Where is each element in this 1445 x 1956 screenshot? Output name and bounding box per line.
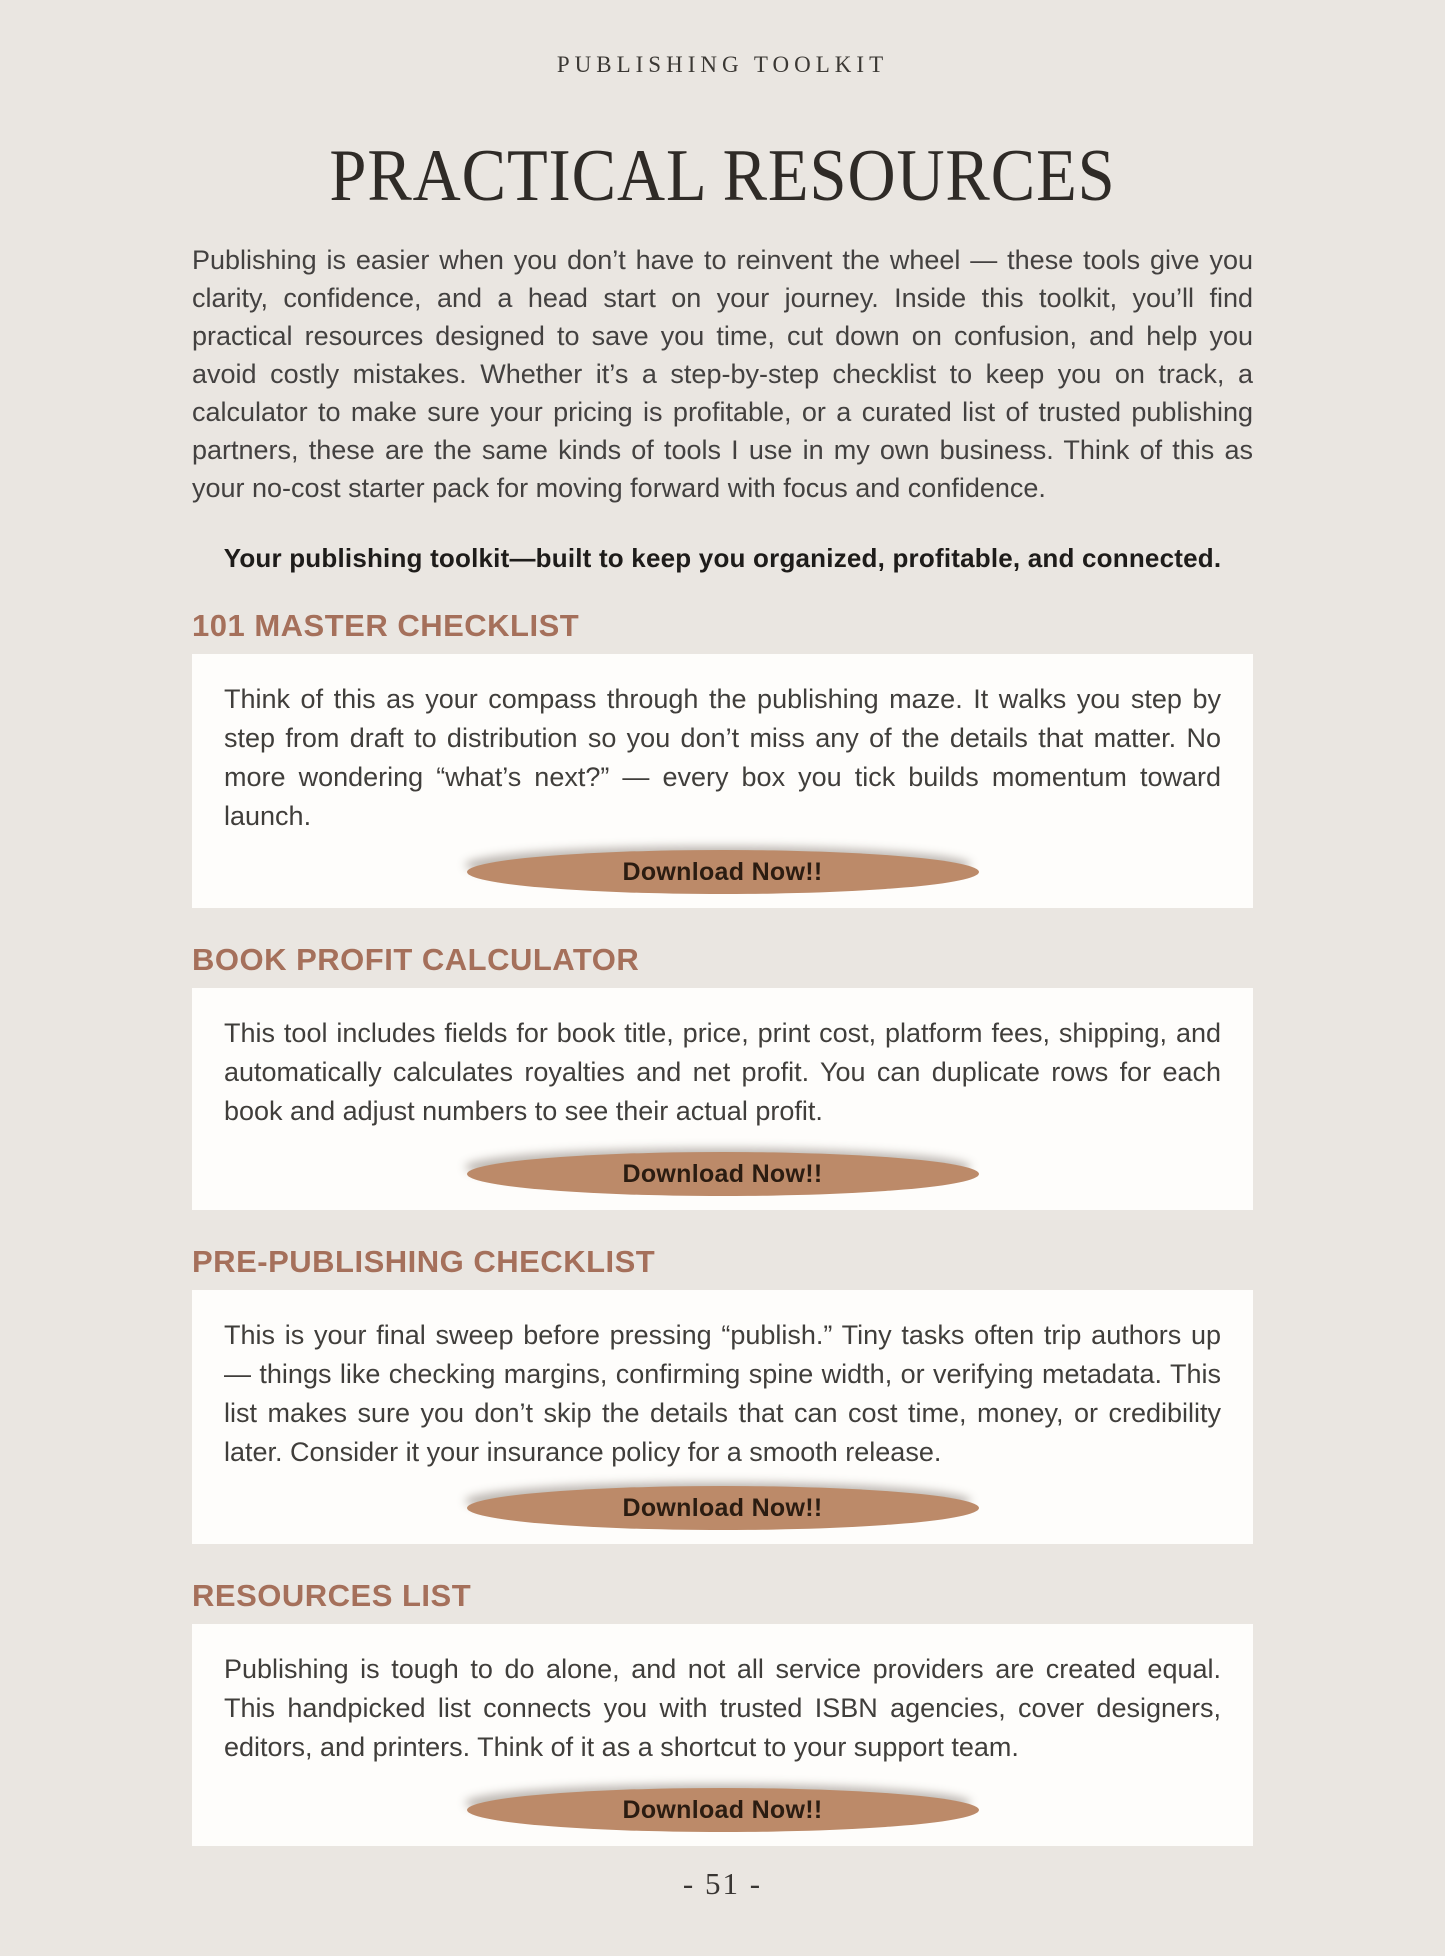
content-column bbox=[192, 241, 1253, 1846]
download-button-pre-publishing[interactable]: Download Now!! bbox=[467, 1486, 979, 1530]
page-title: PRACTICAL RESOURCES bbox=[329, 135, 1116, 217]
section-resources-list bbox=[192, 1578, 1253, 1846]
section-description: This tool includes fields for book title, price, print cost, platform fees, shipping, and automatically calculates royalties and net profit. You can duplicate rows for each book and adjust numbers to see their actual profit. bbox=[224, 1018, 1221, 1126]
section-card bbox=[192, 654, 1253, 908]
section-card bbox=[192, 1624, 1253, 1846]
section-title: RESOURCES LIST bbox=[192, 1578, 472, 1613]
section-description: Think of this as your compass through the publishing maze. It walks you step by step from draft to distribution so you don’t miss any of the details that matter. No more wondering “what’s next?” — every box you tick builds momentum toward launch. bbox=[224, 684, 1221, 831]
intro-paragraph: Publishing is easier when you don’t have to reinvent the wheel — these tools give you clarity, confidence, and a head start on your journey. Inside this toolkit, you’ll find practical resources designed to save you time, cut down on confusion, and help you avoid costly mistakes. Whether it’s a step-by-step checklist to keep you on track, a calculator to make sure your pricing is profitable, or a curated list of trusted publishing partners, these are the same kinds of tools I use in my own business. Think of this as your no-cost starter pack for moving forward with focus and confidence. bbox=[192, 245, 1253, 503]
section-pre-publishing-checklist bbox=[192, 1244, 1253, 1544]
section-title: PRE-PUBLISHING CHECKLIST bbox=[192, 1244, 656, 1279]
section-card bbox=[192, 1290, 1253, 1544]
section-title: 101 MASTER CHECKLIST bbox=[192, 608, 580, 643]
download-button-profit-calculator[interactable]: Download Now!! bbox=[467, 1152, 979, 1196]
section-description: Publishing is tough to do alone, and not all service providers are created equal. This handpicked list connects you with trusted ISBN agencies, cover designers, editors, and printers. Think of it as a shortcut to your support team. bbox=[224, 1654, 1221, 1762]
download-button-resources-list[interactable]: Download Now!! bbox=[467, 1788, 979, 1832]
download-button-master-checklist[interactable]: Download Now!! bbox=[467, 850, 979, 894]
running-header: PUBLISHING TOOLKIT bbox=[556, 52, 889, 77]
section-101-master-checklist bbox=[192, 608, 1253, 908]
section-card bbox=[192, 988, 1253, 1210]
tagline: Your publishing toolkit—built to keep you organized, profitable, and connected. bbox=[223, 543, 1222, 573]
section-description: This is your final sweep before pressing “publish.” Tiny tasks often trip authors up — things like checking margins, confirming spine width, or verifying metadata. This list makes sure you don’t skip the details that can cost time, money, or credibility later. Consider it your insurance policy for a smooth release. bbox=[224, 1320, 1221, 1467]
section-title: BOOK PROFIT CALCULATOR bbox=[192, 942, 640, 977]
section-book-profit-calculator bbox=[192, 942, 1253, 1210]
page-number: - 51 - bbox=[682, 1866, 763, 1901]
